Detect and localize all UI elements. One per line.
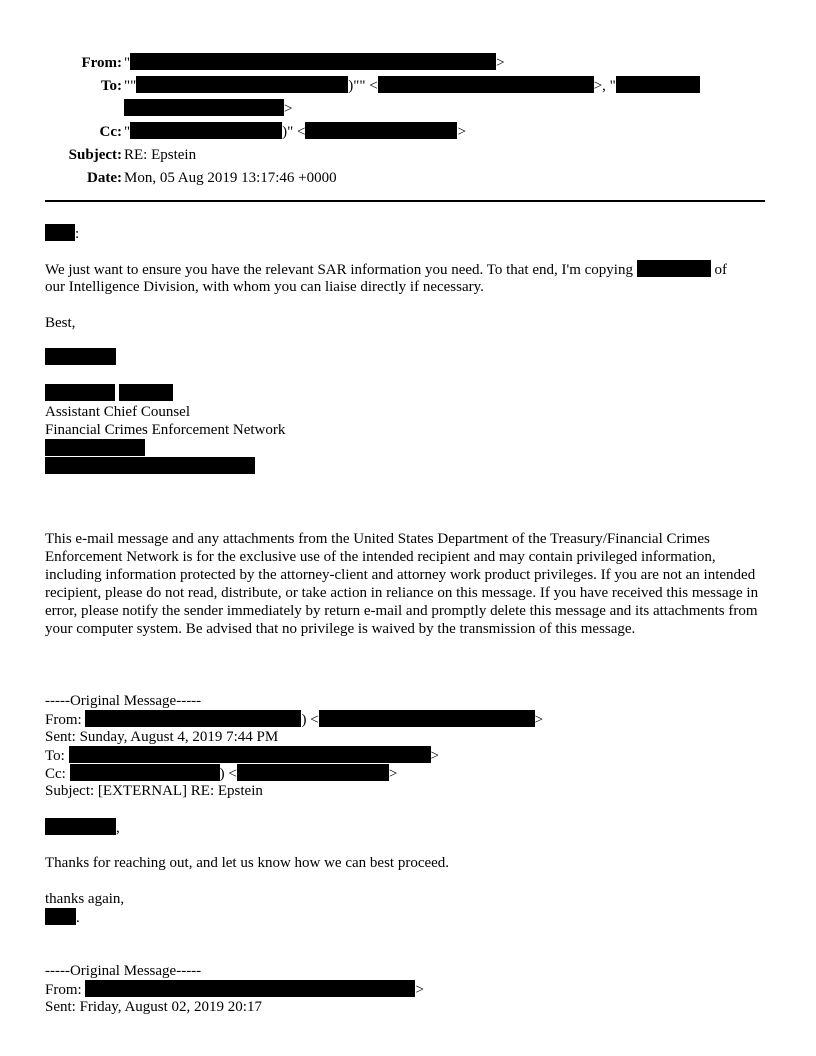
from-value: " > xyxy=(124,55,505,71)
header-cc-row xyxy=(0,121,816,144)
original-sent: Sent: Sunday, August 4, 2019 7:44 PM xyxy=(45,729,279,745)
original-signoff: thanks again, xyxy=(45,891,125,907)
cc-label: Cc: xyxy=(99,124,122,140)
signature-org: Financial Crimes Enforcement Network xyxy=(45,422,286,438)
to-label: To: xyxy=(100,78,122,94)
disclaimer: This e-mail message and any attachments from the United States Department of the Treasury/Financial Crimes Enforcement Network is for the exclusive use of the intended recipient and may contain privileged information, including information protected by the attorney-client and attorney work product privileges. If you are not an intended recipient, please do not read, distribute, or take action in reliance on this message. If you have received this message in error, please notify the sender immediately by return e-mail and promptly delete this message and its attachments from your computer system. Be advised that no privilege is waived by the transmission of this message. xyxy=(45,531,759,637)
header-subject-row xyxy=(0,144,816,167)
original-cc: Cc: ) < > xyxy=(45,766,398,782)
original-message-marker: -----Original Message----- xyxy=(45,693,202,709)
body-paragraph-line-2: our Intelligence Division, with whom you can liaise directly if necessary. xyxy=(45,279,484,295)
original2-sent: Sent: Friday, August 02, 2019 20:17 xyxy=(45,999,262,1015)
signature-full-name xyxy=(45,384,173,403)
redaction xyxy=(45,224,75,241)
original-to: To: > xyxy=(45,748,440,764)
redaction xyxy=(69,746,431,763)
redaction xyxy=(85,710,301,727)
header-to-row-cont: > xyxy=(0,98,816,121)
original-from: From: ) < > xyxy=(45,712,544,728)
email-header xyxy=(0,52,816,190)
signature-name xyxy=(45,348,116,367)
redaction xyxy=(45,384,115,401)
redaction xyxy=(305,122,457,139)
redaction xyxy=(45,348,116,365)
signature-contact-2 xyxy=(45,457,255,476)
redaction xyxy=(616,76,700,93)
original-message-marker-2: -----Original Message----- xyxy=(45,963,202,979)
header-to-row xyxy=(0,75,816,98)
signature-title: Assistant Chief Counsel xyxy=(45,404,190,420)
redaction xyxy=(45,818,116,835)
redaction xyxy=(85,980,415,997)
redaction xyxy=(378,76,594,93)
redaction xyxy=(119,384,173,401)
body-paragraph-line-1: We just want to ensure you have the relevant SAR information you need. To that end, I'm copying of xyxy=(45,262,727,278)
redaction xyxy=(237,764,389,781)
to-value: "" )"" < >, " xyxy=(124,75,700,98)
redaction xyxy=(124,99,284,116)
date-value: Mon, 05 Aug 2019 13:17:46 +0000 xyxy=(124,170,337,186)
redaction xyxy=(319,710,535,727)
original-greeting: , xyxy=(45,818,120,837)
redaction xyxy=(637,260,711,277)
from-label: From: xyxy=(81,55,122,71)
redaction xyxy=(45,908,76,925)
redaction xyxy=(45,439,145,456)
subject-label: Subject: xyxy=(68,147,122,163)
original-body: Thanks for reaching out, and let us know how we can best proceed. xyxy=(45,855,450,871)
redaction xyxy=(130,53,496,70)
original-subject: Subject: [EXTERNAL] RE: Epstein xyxy=(45,783,263,799)
header-from-row xyxy=(0,52,816,75)
signature-contact-1 xyxy=(45,439,145,458)
cc-value: " )" < > xyxy=(124,124,466,140)
redaction xyxy=(130,122,282,139)
original-signature: . xyxy=(45,908,80,927)
header-divider xyxy=(45,200,765,202)
closing: Best, xyxy=(45,315,76,331)
redaction xyxy=(45,457,255,474)
subject-value: RE: Epstein xyxy=(124,147,197,163)
redaction xyxy=(136,76,348,93)
original2-from: From: > xyxy=(45,982,424,998)
date-label: Date: xyxy=(87,170,122,186)
greeting: : xyxy=(45,224,79,243)
header-date-row xyxy=(0,167,816,190)
redaction xyxy=(70,764,220,781)
